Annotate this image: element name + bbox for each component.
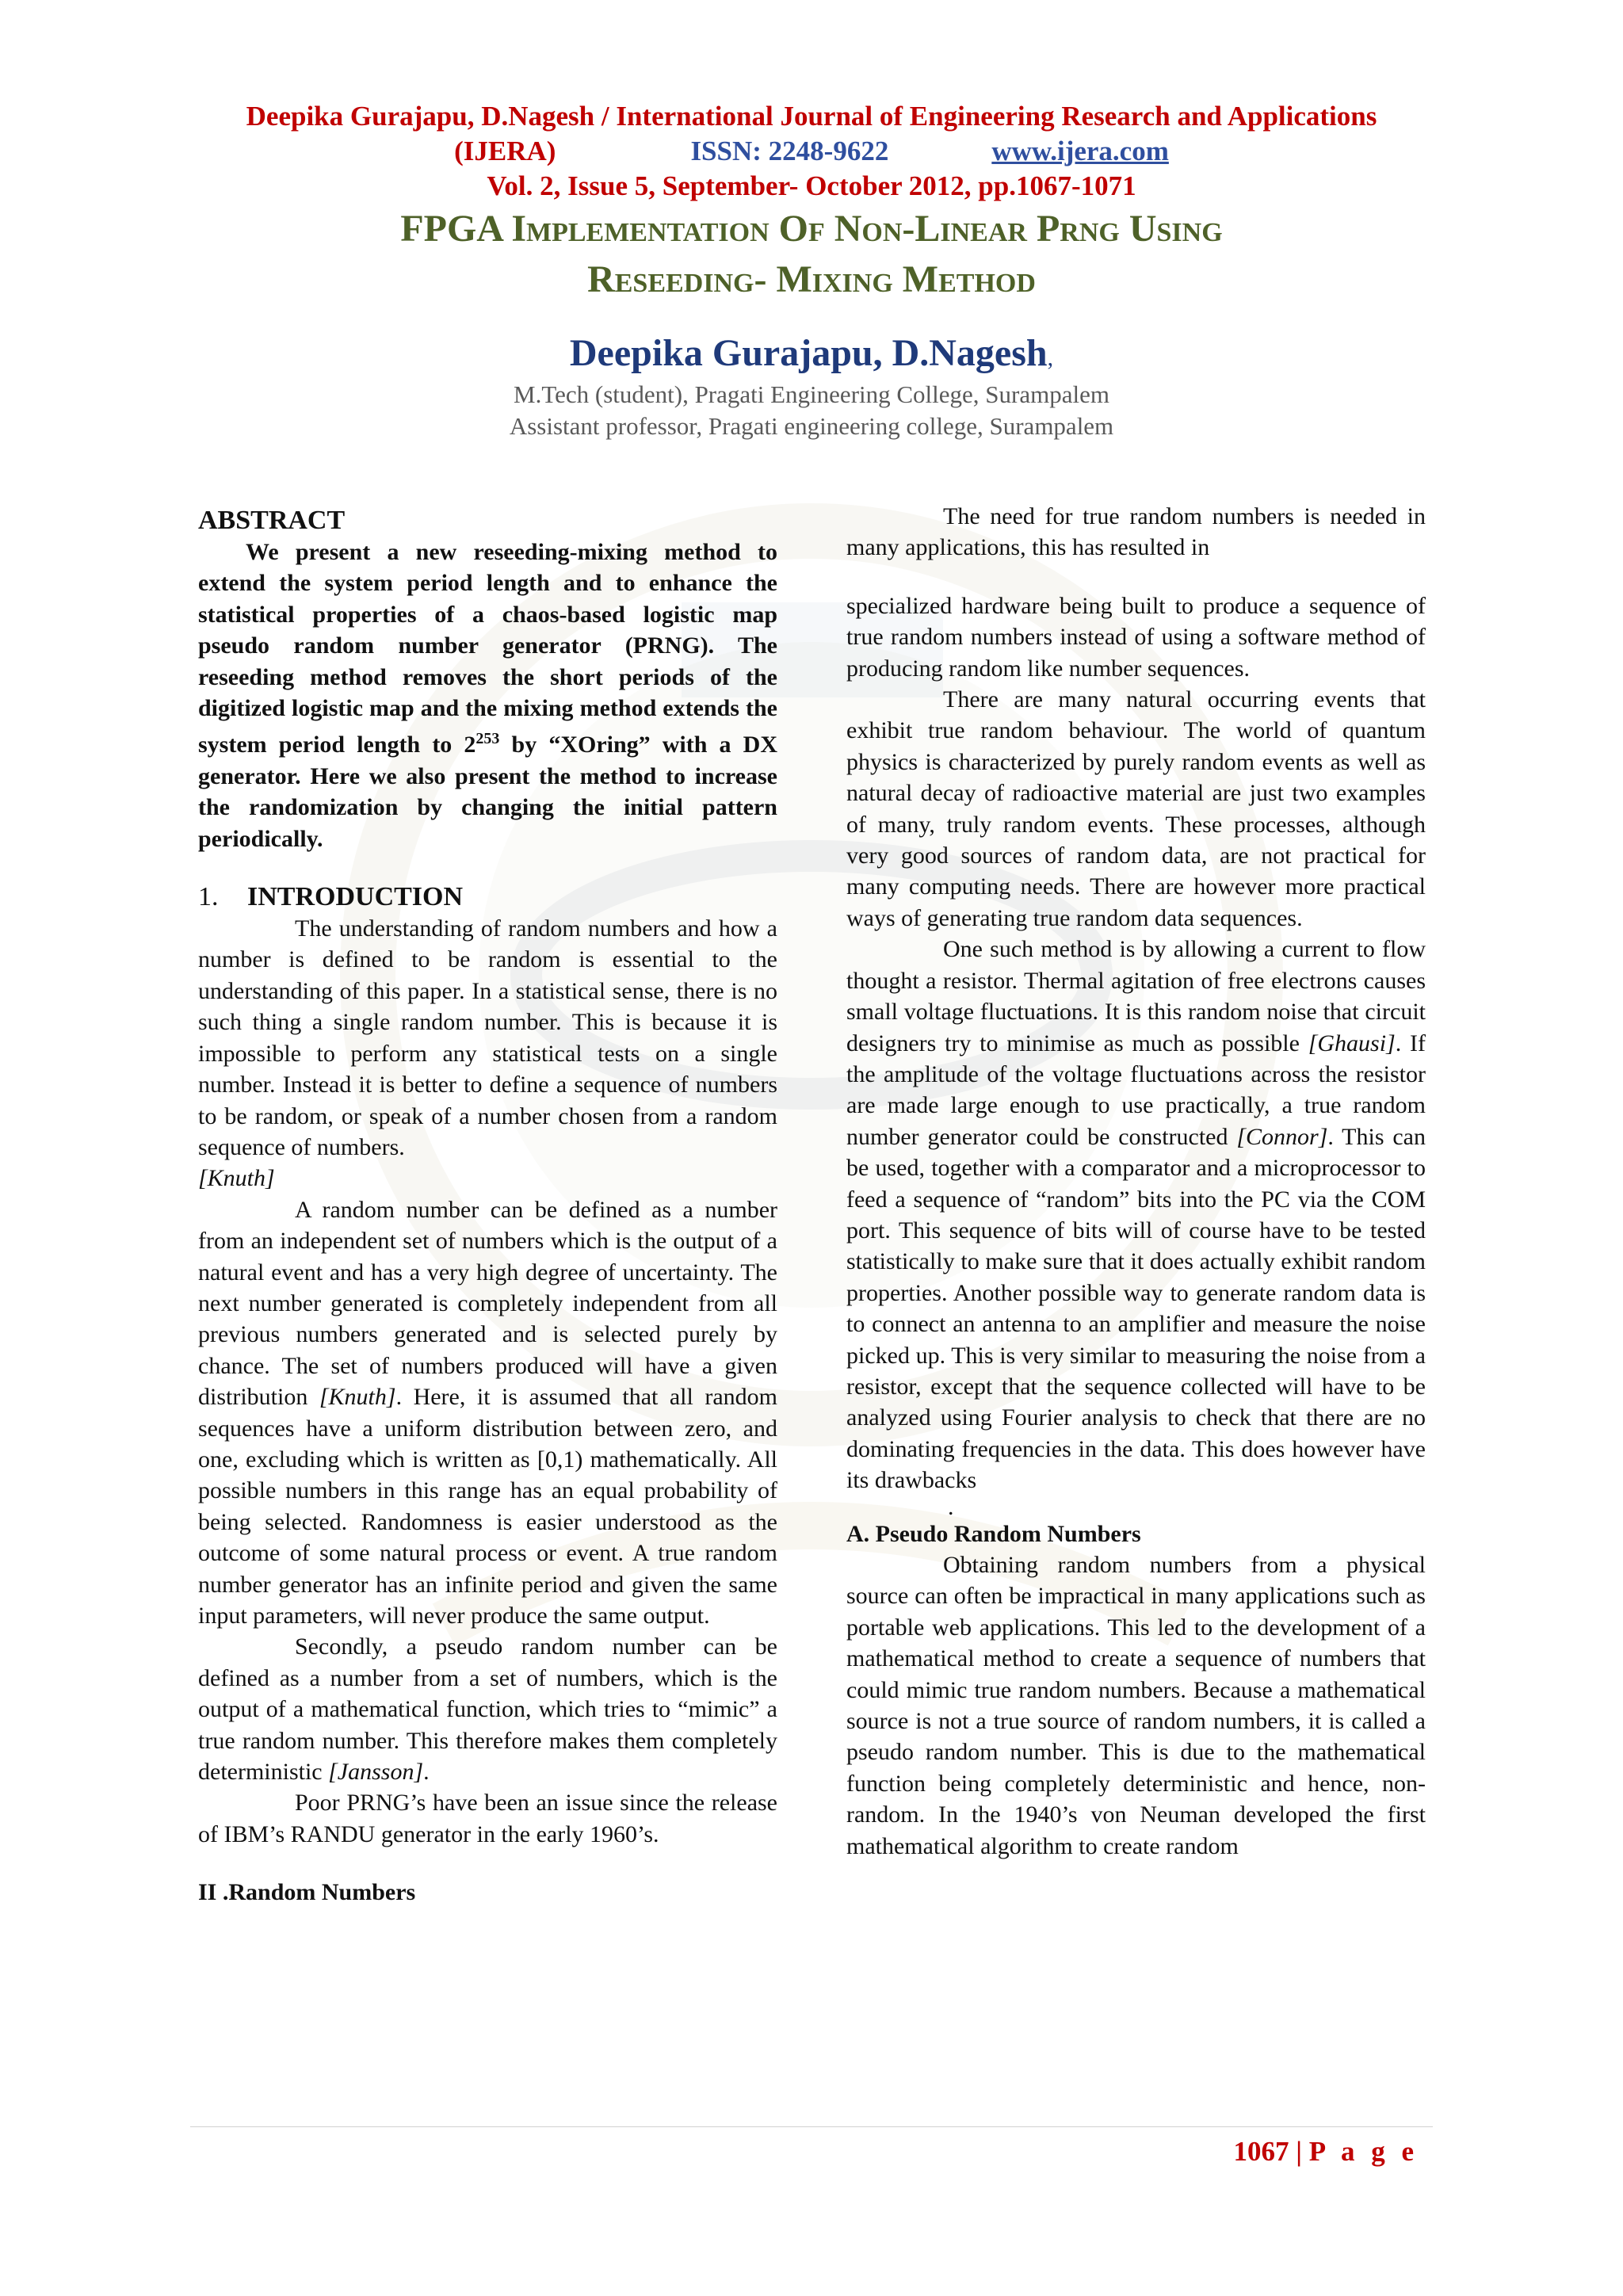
random-numbers-paragraph-1-cont: specialized hardware being built to produce a sequence of true random numbers instead of using a software method of producing random like number sequences. — [846, 592, 1426, 682]
citation-connor: [Connor] — [1236, 1123, 1328, 1150]
rn-p3-text-cont: . If the amplitude of the voltage fluctuations across the resistor are made large enough to use practically, a true random number generator could be constructed — [846, 1030, 1426, 1150]
intro-citation-knuth: [Knuth] — [198, 1165, 275, 1192]
issn: ISSN: 2248-9622 — [690, 136, 889, 166]
section-heading-random-numbers: II .Random Numbers — [198, 1879, 416, 1906]
spacer — [846, 563, 1426, 590]
page-label: P a g e — [1308, 2136, 1419, 2167]
intro-p2-citation: [Knuth] — [319, 1384, 396, 1411]
abstract-text-end: by “XOring” with a DX generator. Here we also present the method to increase the randomization by changing the initial pattern periodically. — [198, 732, 777, 852]
section-number: 1. — [198, 882, 219, 912]
section-heading-introduction — [198, 881, 777, 913]
footer-rule — [190, 2126, 1433, 2127]
intro-paragraph-1: The understanding of random numbers and how a number is defined to be random is essential to the understanding of this paper. In a statistical sense, there is no such thing a single random number. This is because it is impossible to perform any statistical tests on a single number. Instead it is better to define a sequence of numbers to be random, or speak of a number chosen from a random sequence of numbers. — [198, 915, 777, 1160]
journal-website-link[interactable]: www.ijera.com — [991, 136, 1169, 166]
pseudo-random-paragraph-1: Obtaining random numbers from a physical source can often be impractical in many applications such as portable web applications. This led to the development of a mathematical method to create a sequence of numbers that could mimic true random numbers. Because a mathematical source is not a true source of random numbers, it is called a pseudo random number. This is due to the mathematical function being completely deterministic and hence, non-random. In the 1940’s von Neuman developed the first mathematical algorithm to create random — [846, 1552, 1426, 1859]
left-column — [198, 501, 777, 1908]
author-names-comma: , — [1047, 345, 1054, 371]
affiliation-1: M.Tech (student), Pragati Engineering College, Surampalem — [514, 380, 1109, 408]
intro-paragraph-4: Poor PRNG’s have been an issue since the release of IBM’s RANDU generator in the early 1960’s. — [198, 1790, 777, 1847]
subsection-heading-pseudo-random: A. Pseudo Random Numbers — [846, 1520, 1141, 1547]
abstract-text — [198, 537, 777, 854]
abstract-exponent: 253 — [475, 730, 500, 748]
paper-title-line-2: Reseeding- Mixing Method — [587, 258, 1036, 300]
intro-p2-text-cont: . Here, it is assumed that all random sequences have a uniform distribution between zero, and one, excluding which is written as [0,1) mathematically. All possible numbers in this range has an equal probability of being selected. Randomness is easier understood as the outcome of some natural process or event. A true random number generator has an infinite period and given the same input parameters, will never produce the same output. — [198, 1384, 777, 1629]
citation-ghausi: [Ghausi] — [1308, 1030, 1396, 1056]
running-header-volume: Vol. 2, Issue 5, September- October 2012, pp.1067-1071 — [487, 170, 1136, 201]
abstract-text-main: We present a new reseeding-mixing method to extend the system period length and to enhance the statistical properties of a chaos-based logistic map pseudo random number generator (PRNG). The reseeding method removes the short periods of the digitized logistic map and the mixing method extends the system period length to 2 — [198, 539, 777, 758]
spacer — [198, 1850, 777, 1877]
random-numbers-paragraph-2: There are many natural occurring events that exhibit true random behaviour. The world of quantum physics is characterized by purely random events as well as natural decay of radioactive material are just two examples of many, truly random events. These processes, although very good sources of random data, are not practical for many computing needs. There are however more practical ways of generating true random data sequences. — [846, 686, 1426, 931]
rn-p3-text: One such method is by allowing a current to flow thought a resistor. Thermal agitation of free electrons causes small voltage fluctuations. It is this random noise that circuit designers try to minimise as much as possible — [846, 936, 1426, 1056]
running-header-authors-journal: Deepika Gurajapu, D.Nagesh / International Journal of Engineering Research and Applications — [246, 101, 1377, 132]
random-numbers-paragraph-3 — [846, 934, 1426, 1496]
random-numbers-paragraph-1: The need for true random numbers is needed in many applications, this has resulted in — [846, 503, 1426, 561]
intro-paragraph-2 — [198, 1194, 777, 1632]
paper-title-line-1: FPGA Implementation Of Non-Linear Prng Using — [400, 208, 1223, 250]
page-number: 1067 | — [1233, 2136, 1303, 2167]
intro-p2-text: A random number can be defined as a number from an independent set of numbers which is the output of a natural event and has a very high degree of uncertainty. The next number generated is completely independent from all previous numbers generated and is selected purely by chance. The set of numbers produced will have a given distribution — [198, 1196, 777, 1411]
rn-p3-text-end: . This can be used, together with a comparator and a microprocessor to feed a sequence of “random” bits into the PC via the COM port. This sequence of bits will of course have to be tested statistically to make sure that it does actually exhibit random properties. Another possible way to generate random data is to connect an antenna to an amplifier and measure the noise picked up. This is very similar to measuring the noise from a resistor, except that the sequence collected will have to be analyzed using Fourier analysis to check that there are no dominating frequencies in the data. This does however have its drawbacks — [846, 1123, 1426, 1494]
intro-p3-text: Secondly, a pseudo random number can be defined as a number from a set of numbers, which is the output of a mathematical function, which tries to “mimic” a true random number. This therefore makes them completely deterministic — [198, 1633, 777, 1786]
stray-dot: . — [948, 1493, 954, 1520]
section-title: INTRODUCTION — [247, 882, 464, 912]
right-column — [846, 501, 1426, 1862]
intro-p3-end: . — [423, 1759, 430, 1786]
author-names — [0, 330, 1623, 382]
journal-abbrev: (IJERA) — [454, 136, 556, 166]
running-header-issn-line — [0, 135, 1623, 168]
abstract-heading: ABSTRACT — [198, 506, 346, 535]
author-names-text: Deepika Gurajapu, D.Nagesh — [569, 332, 1048, 374]
page-footer — [1234, 2134, 1419, 2169]
intro-p3-citation: [Jansson] — [328, 1759, 424, 1786]
intro-paragraph-3 — [198, 1631, 777, 1787]
affiliation-2: Assistant professor, Pragati engineering college, Surampalem — [509, 412, 1114, 440]
